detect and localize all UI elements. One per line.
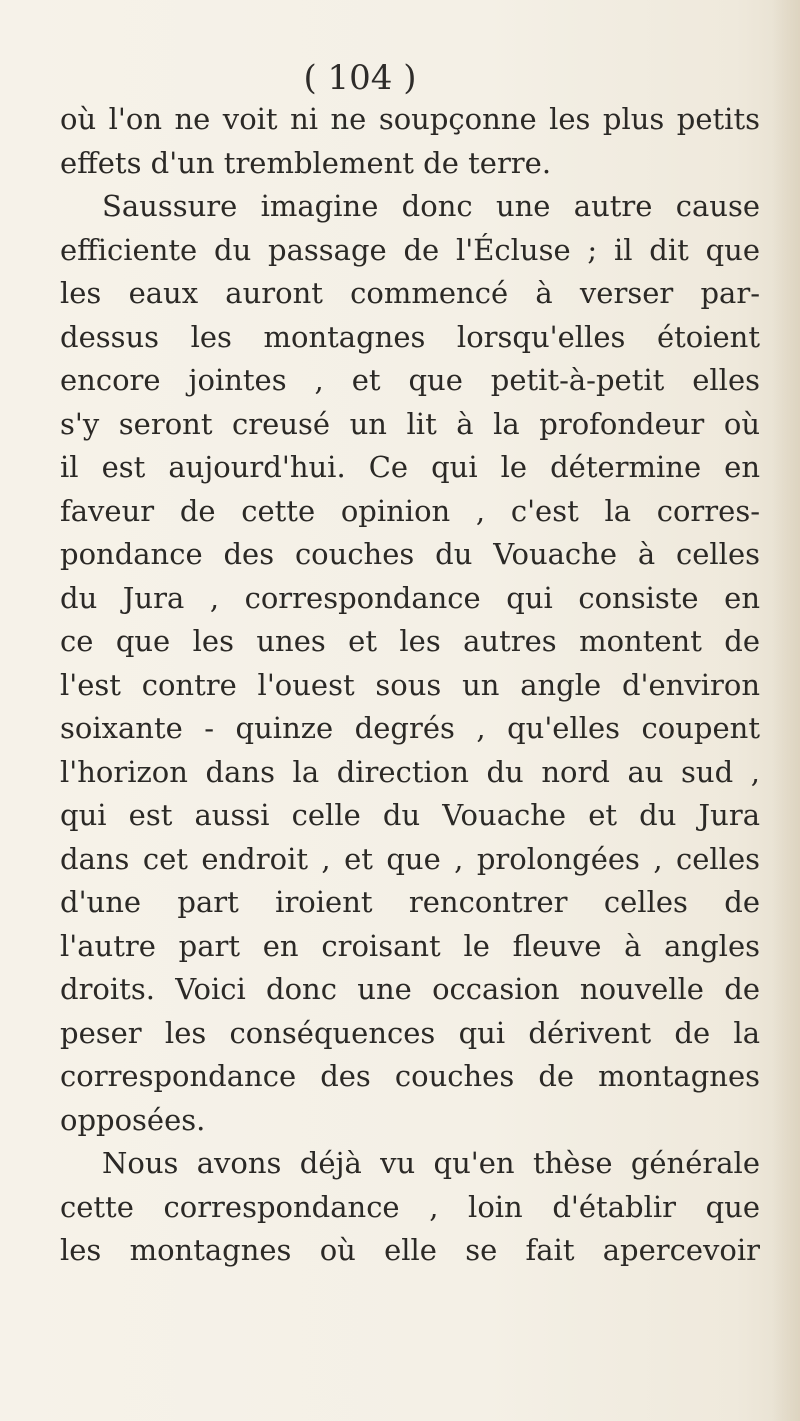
text-line: droits. Voici donc une occasion nouvelle de [60,972,760,1006]
text-line: Nous avons déjà vu qu'en thèse générale [102,1146,760,1180]
text-line: les montagnes où elle se fait apercevoir [60,1233,760,1267]
text-line: dessus les montagnes lorsqu'elles étoient [60,319,760,354]
text-line: les eaux auront commencé à verser par- [60,276,760,310]
text-line: du Jura , correspondance qui consiste en [60,580,760,615]
text-line: où l'on ne voit ni ne soupçonne les plus petits [60,102,760,136]
body-text [60,98,760,1273]
text-line: soixante - quinze degrés , qu'elles coupent [60,711,760,745]
text-line: opposées. [60,1102,206,1137]
text-line: Saussure imagine donc une autre cause [102,189,760,223]
text-line: dans cet endroit , et que , prolongées , celles [60,841,760,876]
text-line: l'est contre l'ouest sous un angle d'environ [60,667,760,702]
text-line: qui est aussi celle du Vouache et du Jura [60,798,760,832]
text-line: faveur de cette opinion , c'est la corres- [60,493,760,528]
text-line: il est aujourd'hui. Ce qui le détermine en [60,450,760,484]
text-line: l'horizon dans la direction du nord au sud , [60,754,760,789]
page-number: ( 104 ) [303,58,417,98]
page-edge-shadow [772,0,800,1421]
text-line: peser les conséquences qui dérivent de la [60,1015,760,1050]
text-line: ce que les unes et les autres montent de [60,624,760,658]
text-line: l'autre part en croisant le fleuve à angles [60,928,760,963]
text-line: efficiente du passage de l'Écluse ; il dit que [60,232,760,267]
text-line: s'y seront creusé un lit à la profondeur où [60,406,760,441]
text-line: cette correspondance , loin d'établir que [60,1189,760,1224]
text-line: correspondance des couches de montagnes [60,1059,760,1093]
text-line: encore jointes , et que petit-à-petit elles [60,363,760,397]
text-line: pondance des couches du Vouache à celles [60,537,760,571]
text-line: effets d'un tremblement de terre. [60,145,552,180]
text-line: d'une part iroient rencontrer celles de [60,885,760,919]
